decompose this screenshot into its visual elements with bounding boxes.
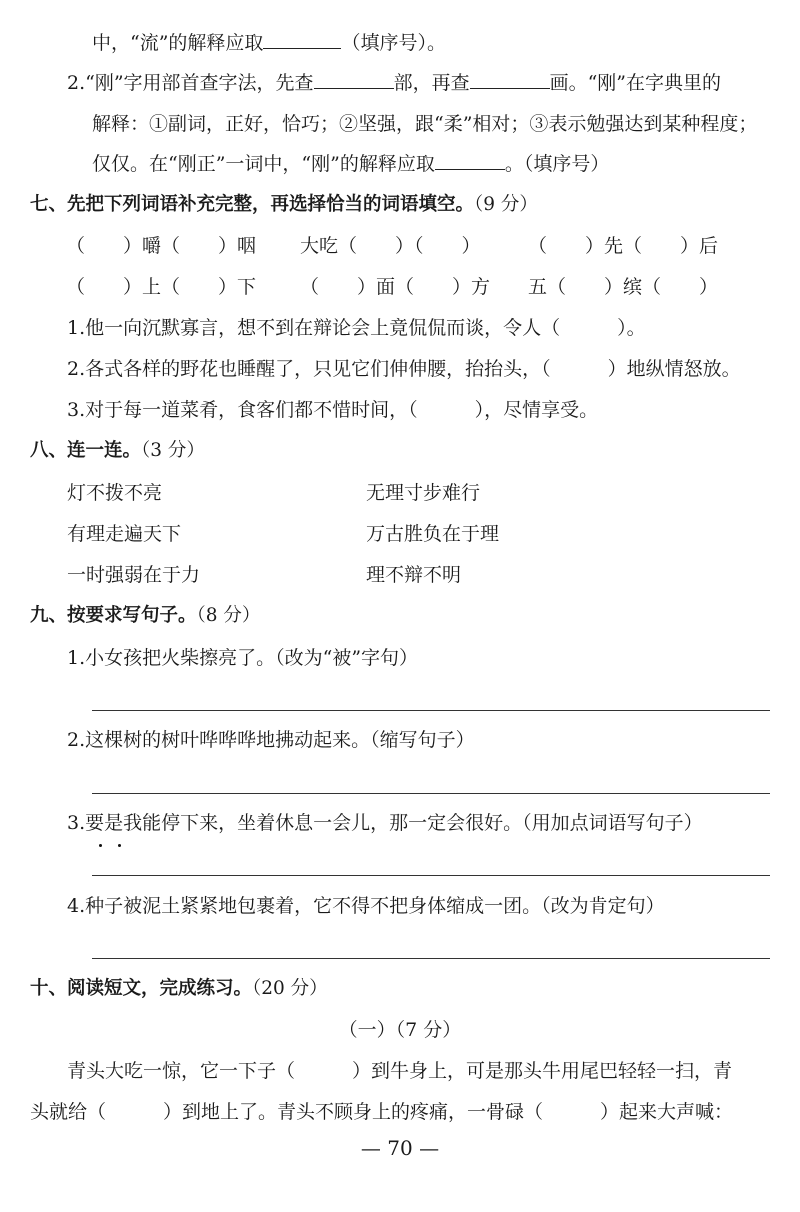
- answer-blank[interactable]: [435, 151, 505, 170]
- word-item[interactable]: （ ）面（ ）方: [300, 276, 491, 298]
- fill-question[interactable]: 1.他一向沉默寡言，想不到在辩论会上竟侃侃而谈，令人（ ）。: [67, 317, 646, 339]
- word-item[interactable]: （ ）先（ ）后: [528, 235, 719, 257]
- word-item[interactable]: （ ）上（ ）下: [66, 276, 257, 298]
- match-right-item[interactable]: 万古胜负在于理: [366, 523, 500, 545]
- match-left-item[interactable]: 有理走遍天下: [67, 523, 182, 545]
- word-item[interactable]: 五（ ）缤（ ）: [528, 276, 719, 298]
- section-8-title: 八、连一连。（3 分）: [30, 440, 205, 461]
- rewrite-question: 3.要是我能停下来，坐着休息一会儿，那一定会很好。（用加点词语写句子）: [67, 812, 703, 834]
- answer-blank[interactable]: [314, 70, 394, 89]
- match-right-item[interactable]: 无理寸步难行: [366, 482, 481, 504]
- section-10-title: 十、阅读短文，完成练习。（20 分）: [30, 978, 328, 999]
- answer-blank[interactable]: [263, 30, 341, 49]
- q-gang-lookup: 2.“刚”字用部首查字法，先查 部，再查 画。“刚”在字典里的: [67, 72, 722, 94]
- emphasis-dot: [99, 844, 102, 847]
- match-left-item[interactable]: 灯不拨不亮: [67, 482, 163, 504]
- q-flow-meaning: 中，“流”的解释应取 （填序号）。: [92, 32, 446, 54]
- section-7-title: 七、先把下列词语补充完整，再选择恰当的词语填空。（9 分）: [30, 194, 538, 215]
- answer-blank[interactable]: [470, 70, 550, 89]
- answer-line[interactable]: [92, 875, 770, 876]
- emphasis-dot: [118, 844, 121, 847]
- rewrite-question: 1.小女孩把火柴擦亮了。（改为“被”字句）: [67, 647, 419, 669]
- q-gang-choice: 仅仅。在“刚正”一词中，“刚”的解释应取 。（填序号）: [92, 153, 610, 175]
- word-item[interactable]: 大吃（ ）（ ）: [300, 235, 481, 257]
- match-left-item[interactable]: 一时强弱在于力: [67, 564, 201, 586]
- match-right-item[interactable]: 理不辩不明: [366, 564, 462, 586]
- word-item[interactable]: （ ）嚼（ ）咽: [66, 235, 257, 257]
- rewrite-question: 4.种子被泥土紧紧地包裹着，它不得不把身体缩成一团。（改为肯定句）: [67, 895, 665, 917]
- q-gang-definitions: 解释：①副词，正好，恰巧；②坚强，跟“柔”相对；③表示勉强达到某种程度；: [92, 113, 758, 135]
- passage-part-title: （一）（7 分）: [338, 1019, 462, 1041]
- passage-line: 青头大吃一惊，它一下子（ ）到牛身上，可是那头牛用尾巴轻轻一扫，青: [67, 1060, 733, 1082]
- passage-line: 头就给（ ）到地上了。青头不顾身上的疼痛，一骨碌（ ）起来大声喊：: [30, 1101, 734, 1123]
- rewrite-question: 2.这棵树的树叶哗哗哗地拂动起来。（缩写句子）: [67, 729, 475, 751]
- fill-question[interactable]: 2.各式各样的野花也睡醒了，只见它们伸伸腰，抬抬头，（ ）地纵情怒放。: [67, 358, 741, 380]
- page-number: — 70 —: [360, 1136, 440, 1160]
- answer-line[interactable]: [92, 710, 770, 711]
- answer-line[interactable]: [92, 793, 770, 794]
- fill-question[interactable]: 3.对于每一道菜肴，食客们都不惜时间，（ ），尽情享受。: [67, 399, 599, 421]
- answer-line[interactable]: [92, 958, 770, 959]
- section-9-title: 九、按要求写句子。（8 分）: [30, 605, 261, 626]
